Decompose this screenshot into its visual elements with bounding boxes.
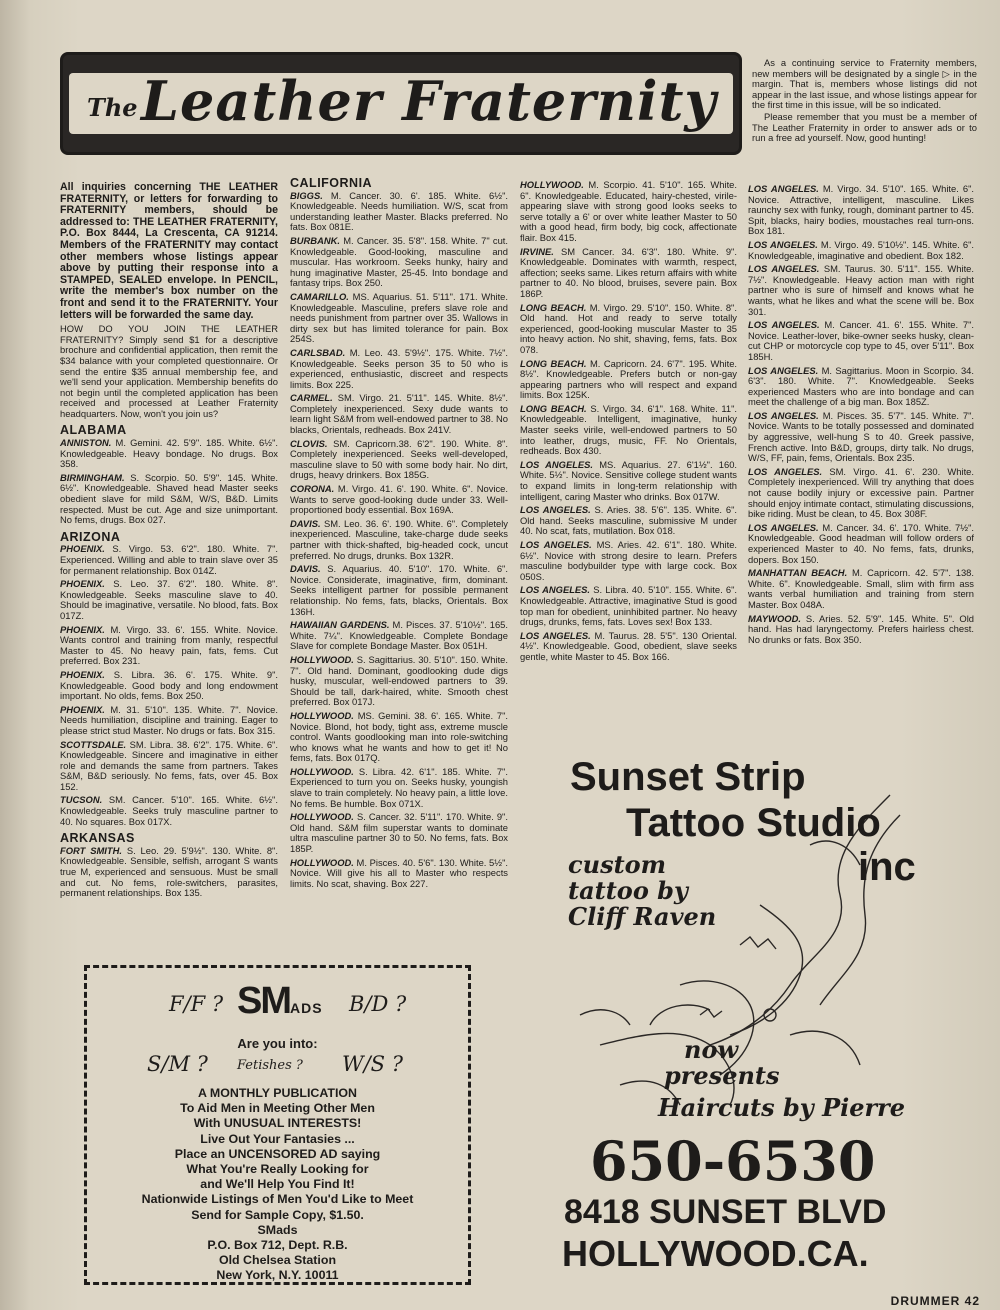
- listing-text: SM. Leo. 36. 6'. 190. White. 6". Completely inexperienced. Masculine, take-charge dude seeks partner with thick-shafted, big-headed cock, uncut preferred. No drugs, drunks. Box 132R.: [290, 517, 508, 561]
- listing-text: S. Libra. 42. 6'1". 185. White. 7". Experienced to turn you on. Seeks husky, youngish slave to train completely. No heavy pain, a little love. No fems. Be humble. Box 071X.: [290, 765, 508, 809]
- listing-text: M. Scorpio. 41. 5'10". 165. White. 6". Knowledgeable. Educated, hairy-chested, virile-appearing slave with strong good looks seeks to serve totally a 6' or over white leather Master to 50 with a good head, firm body, big cock, affectionate flair. Box 415.: [520, 179, 737, 243]
- smads-advertisement: [84, 965, 471, 1285]
- page-footer: DRUMMER 42: [890, 1294, 980, 1308]
- listing-text: S. Sagittarius. 30. 5'10". 150. White. 7". Old hand. Dominant, goodlooking dude digs husky, muscular, well-endowed partners to 39. Should be tall, dark-haired, white. Smooth chest preferred. Box 017J.: [290, 653, 508, 708]
- phone-number: 650-6530: [590, 1129, 876, 1193]
- listing-city: HOLLYWOOD.: [290, 653, 354, 665]
- listing-text: M. Pisces. 37. 5'10½". 165. White. 7¼". Knowledgeable. Complete Bondage Slave for complete Bondage Master. Box 051H.: [290, 619, 508, 652]
- listing-city: FORT SMITH.: [60, 844, 122, 856]
- listing-city: BURBANK.: [290, 234, 340, 246]
- listing-text: M. Virgo. 49. 5'10½". 145. White. 6". Knowledgeable, imaginative and obedient. Box 182.: [748, 238, 975, 261]
- smads-line: What You're Really Looking for: [186, 1162, 369, 1177]
- listing-entry: [60, 846, 278, 899]
- sm-text: S/M ?: [147, 1052, 208, 1076]
- listing-text: S. Scorpio. 50. 5'9". 145. White. 6½". Knowledgeable. Shaved head Master seeks obedient slave for mild S&M, W/S, B&D. Limits respected. Must be cut. Age and size unimportant. No fems, drugs. Box 027.: [60, 471, 278, 526]
- listing-text: M. Cancer. 30. 6'. 185. White. 6½". Knowledgeable. Needs humiliation. W/S, scat from understanding leather Master. Blacks preferred. No fats. Box 081E.: [290, 189, 508, 233]
- listing-entry: [520, 180, 737, 244]
- listing-city: ANNISTON.: [60, 437, 112, 449]
- listing-city: LOS ANGELES.: [748, 465, 823, 477]
- state-heading: ARIZONA: [60, 529, 121, 544]
- banner-the: The: [87, 93, 138, 122]
- listing-city: HOLLYWOOD.: [290, 811, 354, 823]
- listing-text: MS. Aquarius. 27. 6'1½". 160. White. 5½". Novice. Sensitive college student wants to expand limits in long-term relationship with intelligent, caring Master who drinks. Box 017W.: [520, 458, 738, 502]
- listing-city: LOS ANGELES.: [520, 458, 594, 470]
- state-heading: ALABAMA: [60, 423, 127, 438]
- listing-entry: [748, 568, 974, 610]
- smads-line: Send for Sample Copy, $1.50.: [191, 1207, 364, 1222]
- listing-city: LOS ANGELES.: [748, 409, 819, 421]
- fetishes-text: Fetishes ?: [237, 1058, 303, 1073]
- listing-entry: [520, 303, 737, 356]
- listing-entry: [748, 240, 974, 261]
- smads-line: Old Chelsea Station: [218, 1253, 337, 1268]
- listing-entry: [60, 438, 278, 470]
- listing-city: HOLLYWOOD.: [520, 179, 584, 190]
- listing-city: DAVIS.: [290, 563, 321, 575]
- listing-city: HOLLYWOOD.: [290, 856, 354, 868]
- listing-city: LONG BEACH.: [520, 357, 587, 369]
- smads-line: P.O. Box 712, Dept. R.B.: [207, 1238, 348, 1253]
- listing-text: S. Leo. 37. 6'2". 180. White. 8". Knowledgeable. Seeks masculine slave to 40. Should be imaginative, versatile. No blood, fats. Box 017Z.: [60, 578, 278, 621]
- listing-entry: [520, 404, 737, 457]
- smads-line: Nationwide Listings of Men You'd Like to Meet: [141, 1192, 414, 1207]
- ws-text: W/S ?: [342, 1052, 403, 1076]
- banner-title: Leather Fraternity: [141, 73, 717, 133]
- listing-text: M. Cancer. 34. 6'. 170. White. 7½". Knowledgeable. Good headman will follow orders of experienced Master to 40. No fems, fats, drunks, dopers. Box 150.: [748, 521, 974, 565]
- listing-entry: [748, 264, 974, 317]
- listing-city: DAVIS.: [290, 517, 321, 529]
- listing-entry: [290, 484, 508, 516]
- listing-entry: [290, 767, 508, 809]
- listing-entry: [748, 184, 974, 237]
- listing-text: MS. Gemini. 38. 6'. 165. White. 7". Novice. Blond, hot body, tight ass, extreme muscle control. Wants goodlooking man into role-switching who knows what he wants and how to get it! No fems, fats. Box 017Q.: [290, 709, 508, 764]
- listing-city: PHOENIX.: [60, 703, 105, 715]
- listing-entry: [290, 236, 508, 289]
- smads-line: and We'll Help You Find It!: [200, 1177, 355, 1192]
- are-you-into: Are you into:: [237, 1036, 318, 1051]
- listing-entry: [290, 439, 508, 481]
- listing-text: S. Libra. 36. 6'. 175. White. 9". Knowledgeable. Good body and long endowment important. No olds, fems. Box 250.: [60, 668, 278, 702]
- listing-city: LOS ANGELES.: [520, 629, 591, 641]
- listing-entry: [520, 359, 737, 401]
- listing-city: LOS ANGELES.: [748, 183, 819, 194]
- listing-city: SCOTTSDALE.: [60, 738, 127, 750]
- smads-line: A MONTHLY PUBLICATION: [197, 1086, 357, 1100]
- listing-city: LOS ANGELES.: [748, 238, 818, 250]
- listing-text: S. Aries. 52. 5'9". 145. White. 5". Old hand. Has had laryngectomy. Prefers hairless chest. No drunks or fats. Box 350.: [748, 612, 974, 645]
- listing-entry: [520, 505, 737, 537]
- haircuts-text: Haircuts by Pierre: [658, 1093, 906, 1122]
- smads-line: New York, N.Y. 10011: [216, 1268, 339, 1283]
- listing-entry: [290, 348, 508, 390]
- listing-entry: [290, 191, 508, 233]
- intro-paragraph: Please remember that you must be a member of The Leather Fraternity in order to answer ads or to run a free ad yourself. Now, good hunting!: [752, 110, 977, 144]
- listing-city: CARMEL.: [290, 392, 333, 404]
- street-address: 8418 SUNSET BLVD: [564, 1193, 887, 1231]
- listing-city: MAYWOOD.: [748, 612, 801, 624]
- artist-name: Cliff Raven: [568, 902, 717, 931]
- listing-entry: [290, 620, 508, 652]
- listing-city: HAWAIIAN GARDENS.: [290, 619, 390, 631]
- listing-text: S. Cancer. 32. 5'11". 170. White. 9". Old hand. S&M film superstar wants to dominate ultra masculine partner 30 to 50. No fems, fats. Box 185P.: [290, 811, 508, 855]
- listing-text: M. Leo. 43. 5'9½". 175. White. 7½". Knowledgeable. Seeks person 35 to 50 who is experienced, enthusiastic, discreet and respects limits. Box 225.: [290, 346, 508, 390]
- listing-entry: [520, 631, 737, 663]
- listing-text: M. Cancer. 35. 5'8". 158. White. 7" cut. Knowledgeable. Good-looking, masculine and muscular. Has workroom. Seeks hunky, hairy and hung imaginative Master, 25-45. Into bondage and fantasy trips. Box 250.: [290, 234, 508, 289]
- listing-city: CORONA.: [290, 483, 335, 495]
- listing-city: PHOENIX.: [60, 578, 105, 590]
- listing-city: LONG BEACH.: [520, 301, 587, 313]
- tattoo-line1: Sunset Strip: [570, 755, 806, 799]
- smads-body: [87, 1086, 468, 1284]
- listing-city: CAMARILLO.: [290, 290, 349, 302]
- smads-line: To Aid Men in Meeting Other Men: [180, 1101, 375, 1116]
- listing-entry: [290, 564, 508, 617]
- smads-line: With UNUSUAL INTERESTS!: [193, 1116, 362, 1131]
- listing-entry: [748, 320, 974, 362]
- smads-line: Live Out Your Fantasies ...: [200, 1131, 355, 1146]
- listing-city: LOS ANGELES.: [748, 364, 819, 376]
- listing-text: SM. Virgo. 41. 6'. 230. White. Completely inexperienced. Will try anything that does not cause bodily injury or excessive pain. Partner should enjoy intimate contact, stimulating discussions, bike riding. Must be clean, to 45. Box 308F.: [748, 465, 975, 520]
- listing-entry: [60, 625, 278, 667]
- listing-text: SM. Cancer. 5'10". 165. White. 6½". Knowledgeable. Seeks truly masculine partner to 40. No squares. Box 017X.: [60, 794, 278, 827]
- listing-city: LOS ANGELES.: [520, 539, 592, 550]
- listing-text: M. Cancer. 41. 6'. 155. White. 7". Novice. Leather-lover, bike-owner seeks husky, clean-cut CHP or motorcycle cop type to 45, over 5'11". Box 185H.: [748, 319, 975, 362]
- column-3: [520, 180, 737, 666]
- listing-entry: [290, 393, 508, 435]
- tattoo-by-text: tattoo by: [568, 876, 688, 905]
- listing-entry: [60, 473, 278, 526]
- listing-entry: [60, 579, 278, 621]
- listing-entry: [60, 544, 278, 576]
- listing-text: MS. Aries. 42. 6'1". 180. White. 6½". Novice with strong desire to learn. Prefers masculine bodybuilder type with large cock. Box 050S.: [520, 539, 738, 582]
- listing-entry: [748, 523, 974, 565]
- listing-entry: [290, 519, 508, 561]
- bd-text: B/D ?: [349, 992, 407, 1016]
- listing-entry: [520, 460, 737, 502]
- listing-text: S. Leo. 29. 5'9½". 130. White. 8". Knowledgeable. Sensible, selfish, arrogant S wants true M, experienced and sensuous. Must be small and cut. No fems, role-switchers, parasites, permanent relationships. Box 135.: [60, 844, 278, 899]
- listing-entry: [290, 858, 508, 890]
- listing-entry: [748, 467, 974, 520]
- smads-line: Place an UNCENSORED AD saying: [174, 1146, 381, 1161]
- listing-text: S. Libra. 40. 5'10". 155. White. 6". Knowledgeable. Attractive, imaginative Stud is good top man for obedient, uninhibited partner. No heavy drugs, drunks, fems, fats. Loves sex! Box 133.: [520, 584, 738, 628]
- smads-logo: SMADS: [237, 980, 323, 1022]
- listing-entry: [60, 670, 278, 702]
- listing-text: M. Gemini. 42. 5'9". 185. White. 6½". Knowledgeable. Heavy bondage. No drugs. Box 358.: [60, 437, 278, 470]
- listing-entry: [290, 812, 508, 854]
- listing-city: BIRMINGHAM.: [60, 471, 125, 483]
- intro-note: [752, 58, 977, 145]
- smads-line: SMads: [257, 1222, 298, 1237]
- listing-entry: [520, 247, 737, 300]
- inquiry-notice: All inquiries concerning THE LEATHER FRATERNITY, or letters for forwarding to FRATERNITY members, should be addressed to: THE LEATHER FRATERNITY, P.O. Box 8444, La Crescenta, CA 91214. Members of the FRATERNITY may contact other members whose listings appear above by putting their response into a STAMPED, SEALED envelope. In PENCIL, write the member's box number on the front and send it to the FRATERNITY. Your letters will be forwarded the same day.: [60, 181, 278, 321]
- listing-city: MANHATTAN BEACH.: [748, 567, 848, 579]
- listing-text: SM Cancer. 34. 6'3". 180. White. 9". Knowledgeable. Dominates with warmth, respect, affection; seeks same. Likes return affairs with white partner to 40. No blood, bruises, severe pain. Box 186P.: [520, 245, 737, 299]
- listing-text: S. Aquarius. 40. 5'10". 170. White. 6". Novice. Considerate, imaginative, firm, dominant. Seeks intelligent partner for possible permanent relationship. No fems, fats, blacks, Orientals. Box 136H.: [290, 563, 508, 617]
- column-2: [290, 172, 508, 892]
- column-1: [60, 182, 278, 902]
- listing-text: SM. Taurus. 30. 5'11". 155. White. 7½". Knowledgeable. Heavy action man with right partner who is sure of himself and knows what he wants, what he likes and what the scene will be. Box 301.: [748, 263, 975, 317]
- listing-text: SM. Libra. 38. 6'2". 175. White. 6". Knowledgeable. Sincere and imaginative in either role and demands the same from partners. Takes S&M, B&D seriously. No fems, fats, over 45. Box 152.: [60, 738, 278, 792]
- listing-entry: [520, 540, 737, 582]
- listing-city: BIGGS.: [290, 189, 323, 201]
- listing-city: PHOENIX.: [60, 623, 105, 635]
- listing-entry: [60, 705, 278, 737]
- listing-text: M. Taurus. 28. 5'5". 130 Oriental. 4½". Knowledgeable. Good, obedient, slave seeks gentle, white Master to 45. Box 166.: [520, 629, 738, 662]
- listing-entry: [748, 614, 974, 646]
- now-text: now: [684, 1035, 739, 1064]
- state-heading: ARKANSAS: [60, 831, 135, 846]
- listing-city: LOS ANGELES.: [748, 263, 820, 275]
- listing-text: M. Pisces. 40. 5'6". 130. White. 5½". Novice. Will give his all to Master who respects limits. No scat, shaving. Box 227.: [290, 856, 508, 889]
- city-address: HOLLYWOOD.CA.: [562, 1233, 869, 1274]
- listing-city: LOS ANGELES.: [748, 521, 819, 533]
- listing-entry: [520, 585, 737, 627]
- listing-text: S. Aries. 38. 5'6". 135. White. 6". Old hand. Seeks masculine, submissive M under 40. No scat, fats, mutilation. Box 018.: [520, 504, 738, 537]
- listing-text: MS. Aquarius. 51. 5'11". 171. White. Knowledgeable. Masculine, prefers slave role and needs punishment from partner over 35. Wallows in dirty sex but has limited tolerance for pain. Box 254S.: [290, 290, 508, 345]
- listing-text: M. Capricorn. 24. 6'7". 195. White. 8½". Knowledgeable. Prefers butch or non-gay appearing partners who will respect and expand limits. Box 125K.: [520, 357, 738, 401]
- listing-entry: [60, 740, 278, 793]
- listing-text: M. Pisces. 35. 5'7". 145. White. 7". Novice. Wants to be totally possessed and dominated by aggressive, well-hung S to 40. Greek passive, French active. Into B&D, groups, dirty talk. No drugs, W/S, FF, pain, fems, Orientals. Box 235.: [748, 409, 975, 464]
- listing-entry: [290, 655, 508, 708]
- listing-city: IRVINE.: [520, 245, 554, 257]
- state-heading: CALIFORNIA: [290, 176, 373, 190]
- listing-city: LOS ANGELES.: [748, 319, 820, 331]
- presents-text: presents: [664, 1061, 780, 1090]
- listing-city: HOLLYWOOD.: [290, 709, 354, 721]
- membership-howto: HOW DO YOU JOIN THE LEATHER FRATERNITY? Simply send $1 for a descriptive brochure and confidential application, then remit the $34 balance with your completed questionnaire. Or send the entire $35 annual membership fee, and we'll send your application. Membership benefits do not begin until the completed application has been received and processed at Leather Fraternity headquarters. Now, won't you join us?: [60, 323, 278, 419]
- listing-text: S. Virgo. 34. 6'1". 168. White. 11". Knowledgeable. Intelligent, imaginative, hunky Master seeks virile, well-endowed partners to 50 into leather, drugs, music, FF. No Orientals, redheads. Box 430.: [520, 402, 738, 457]
- listing-city: HOLLYWOOD.: [290, 765, 354, 777]
- intro-paragraph: As a continuing service to Fraternity members, new members will be designated by a single ▷ in the margin. That is, members whose listings did not appear in the last issue, and whose listings appear for the first time in this issue, will be so indicated.: [752, 57, 977, 111]
- ff-text: F/F ?: [169, 992, 224, 1016]
- tattoo-line2: Tattoo Studio: [626, 801, 881, 845]
- listing-text: M. Virgo. 34. 5'10". 165. White. 6". Novice. Attractive, intelligent, masculine. Likes raunchy sex with funky, rough, dominant partner to 45. Spit, blacks, hairy bodies, moustaches real turn-ons. Box 181.: [748, 183, 974, 237]
- listing-city: PHOENIX.: [60, 668, 105, 680]
- listing-text: M. Virgo. 33. 6'. 155. White. Novice. Wants control and training from manly, respectful Master to 45. No heavy pain, fats, fems. Cut preferred. Box 231.: [60, 623, 278, 667]
- listing-city: CARLSBAD.: [290, 346, 346, 358]
- listing-text: S. Virgo. 53. 6'2". 180. White. 7". Experienced. Willing and able to train slave over 35 for permanent relationship. Box 014Z.: [60, 543, 279, 576]
- listing-city: TUCSON.: [60, 794, 103, 806]
- tattoo-line3: inc: [858, 845, 916, 889]
- listing-text: M. Virgo. 29. 5'10". 150. White. 8". Old hand. Hot and ready to serve totally experienced, good-looking muscular Master to 35 into heavy action. No shit, shaving, fems, fats. Box 078.: [520, 301, 737, 355]
- tattoo-advertisement: [560, 745, 930, 1275]
- title-banner: [60, 52, 742, 155]
- listing-text: SM. Virgo. 21. 5'11". 145. White. 8½". Completely inexperienced. Sexy dude wants to learn light S&M from well-endowed partner to 38. No blacks, Orientals, redheads. Box 241V.: [290, 392, 508, 436]
- listing-text: M. 31. 5'10". 135. White. 7". Novice. Needs humiliation, discipline and training. Eager to please strict stud Master. No drugs or fats. Box 315.: [60, 703, 278, 736]
- listing-entry: [290, 711, 508, 764]
- listing-text: M. Capricorn. 42. 5'7". 138. White. 6". Knowledgeable. Small, slim with firm ass wants verbal humiliation and training from stern Master. Box 048A.: [748, 567, 974, 610]
- listing-city: LONG BEACH.: [520, 402, 587, 414]
- listing-entry: [60, 795, 278, 827]
- listing-entry: [748, 366, 974, 408]
- listing-city: CLOVIS.: [290, 437, 328, 449]
- listing-text: SM. Capricorn.38. 6'2". 190. White. 8". Completely inexperienced. Seeks well-developed, masculine slave to 50 with some body hair. No dirt, drugs, heavy drinkers. Box 185G.: [290, 437, 508, 481]
- listing-entry: [290, 292, 508, 345]
- listing-city: PHOENIX.: [60, 543, 105, 555]
- listing-text: M. Sagittarius. Moon in Scorpio. 34. 6'3". 180. White. 7". Knowledgeable. Seeks experienced Masters who are into bondage and can meet the challenge of a big man. Box 185Z.: [748, 364, 975, 408]
- listing-city: LOS ANGELES.: [520, 504, 591, 516]
- column-4: [748, 184, 974, 648]
- listing-text: M. Virgo. 41. 6'. 190. White. 6". Novice. Wants to serve good-looking dude under 33. Well-proportioned body essential. Box 169A.: [290, 483, 508, 516]
- listing-city: LOS ANGELES.: [520, 584, 591, 596]
- custom-text: custom: [568, 850, 667, 879]
- listing-entry: [748, 411, 974, 464]
